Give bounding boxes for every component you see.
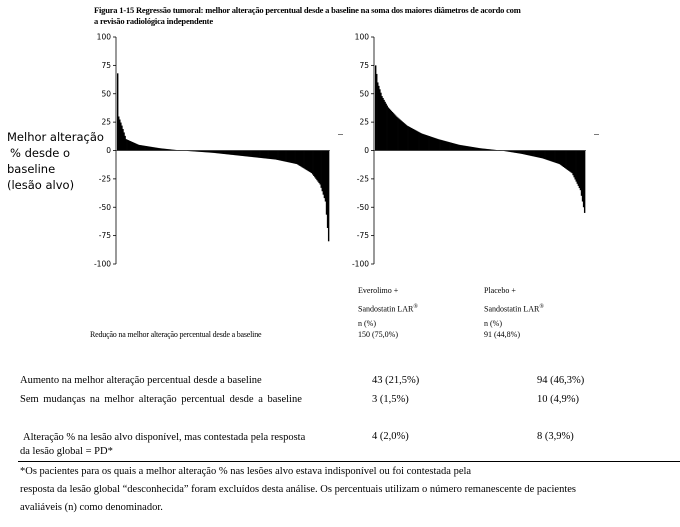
y-axis-label-line3: baseline (7, 162, 56, 176)
arm1-n: n (%) (358, 318, 376, 328)
waterfall-panel-2 (352, 33, 599, 269)
arm1-line2 (358, 302, 418, 315)
y-axis-label-line4: (lesão alvo) (7, 178, 75, 192)
arm2-drug: Sandostatin LAR (484, 304, 540, 314)
arm-header-placebo (484, 285, 544, 329)
arm2-reg: ® (539, 304, 544, 310)
row-increase-arm1: 43 (21,5%) (372, 375, 420, 386)
row-nochange-arm2: 10 (4,9%) (537, 394, 579, 405)
y-axis-label-line1: Melhor alteração (7, 130, 104, 144)
reduction-label: Redução na melhor alteração percentual desde a baseline (90, 330, 262, 339)
footnote-line1: *Os pacientes para os quais a melhor alteração % nas lesões alvo estava indisponível ou foi contestada pela (20, 466, 472, 477)
footnote (20, 463, 576, 517)
y-axis-label-line2: % desde o (10, 146, 71, 160)
footnote-divider (18, 461, 680, 462)
row-contested-arm1: 4 (2,0%) (372, 431, 409, 442)
y-tick-label: 0 (106, 146, 111, 156)
arm1-reg: ® (413, 304, 418, 310)
row-contested-label-line1: Alteração % na lesão alvo disponível, mas contestada pela resposta (23, 432, 306, 443)
y-tick-label: 75 (101, 60, 111, 70)
y-tick-label: 100 (96, 32, 111, 42)
row-increase-arm2: 94 (46,3%) (537, 375, 585, 386)
y-tick-label: 25 (101, 117, 111, 127)
y-tick-label: 75 (359, 60, 369, 70)
y-tick-label: -50 (98, 202, 111, 212)
y-tick-label: 50 (101, 89, 111, 99)
y-tick-label: 100 (354, 32, 369, 42)
y-tick-label: -100 (93, 259, 111, 269)
y-tick-label: 50 (359, 89, 369, 99)
y-tick-label: -75 (98, 231, 111, 241)
footnote-line3: avaliáveis (n) como denominador. (20, 502, 163, 513)
y-tick-label: -100 (351, 259, 369, 269)
figure-title-line2: a revisão radiológica independente (94, 16, 213, 26)
y-tick-label: -75 (356, 231, 369, 241)
arm2-n: n (%) (484, 318, 502, 328)
row-increase-label: Aumento na melhor alteração percentual desde a baseline (20, 375, 262, 386)
row-nochange-arm1: 3 (1,5%) (372, 394, 409, 405)
arm2-line1: Placebo + (484, 286, 516, 295)
y-tick-label: 0 (364, 146, 369, 156)
waterfall-panel-1 (94, 33, 343, 269)
arm1-drug: Sandostatin LAR (358, 304, 414, 314)
arm2-line2 (484, 302, 544, 315)
row-contested-arm2: 8 (3,9%) (537, 431, 574, 442)
waterfall-bar (328, 151, 329, 242)
row-nochange-label: Sem mudanças na melhor alteração percentual desde a baseline (20, 394, 302, 405)
reduction-value-arm2: 91 (44,8%) (484, 330, 520, 339)
y-tick-label: -25 (356, 174, 369, 184)
waterfall-bar (584, 151, 585, 213)
footnote-line2: resposta da lesão global “desconhecida” foram excluídos desta análise. Os percentuais utilizam o número remanescente de pacientes (20, 484, 576, 495)
figure-title-line1: Figura 1-15 Regressão tumoral: melhor alteração percentual desde a baseline na soma dos maiores diâmetros de acordo com (94, 5, 521, 15)
row-contested-label (22, 431, 305, 459)
y-tick-label: -25 (98, 174, 111, 184)
arm-header-everolimus (358, 285, 418, 329)
row-contested-label-line2: da lesão global = PD* (20, 446, 113, 457)
arm1-line1: Everolimo + (358, 286, 399, 295)
y-tick-label: -50 (356, 202, 369, 212)
y-tick-label: 25 (359, 117, 369, 127)
reduction-value-arm1: 150 (75,0%) (358, 330, 398, 339)
